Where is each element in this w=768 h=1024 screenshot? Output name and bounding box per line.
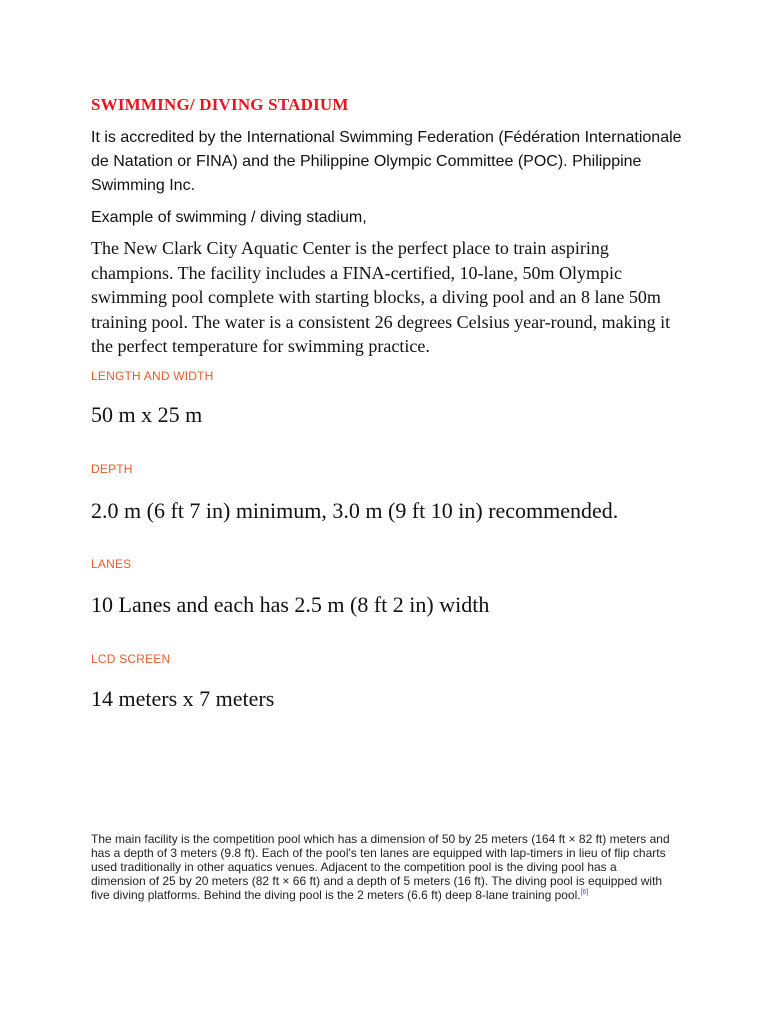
description-paragraph: The New Clark City Aquatic Center is the perfect place to train aspiring champions. The facility includes a FINA-certified, 10-lane, 50m Olympic swimming pool complete with starting blocks, a diving pool and an 8 lane 50m training pool. The water is a consistent 26 degrees Celsius year-round, making it the perfect temperature for swimming practice. (91, 238, 671, 356)
footnote-link[interactable]: [6] (580, 889, 589, 896)
spec-value-lcd-screen: 14 meters x 7 meters (91, 686, 275, 711)
spec-label-lcd-screen: LCD SCREEN (91, 652, 171, 666)
example-heading: Example of swimming / diving stadium, (91, 209, 367, 226)
spec-value-depth: 2.0 m (6 ft 7 in) minimum, 3.0 m (9 ft 10 in) recommended. (91, 498, 619, 523)
spec-label-length-width: LENGTH AND WIDTH (91, 369, 214, 383)
facility-text: The main facility is the competition pool which has a dimension of 50 by 25 meters (164 ft × 82 ft) meters and has a depth of 3 meters (9.8 ft). Each of the pool's ten lanes are equipped with lap-timers in lieu of flip charts used traditionally in other aquatics venues. Adjacent to the competition pool is the diving pool has a dimension of 25 by 20 meters (82 ft × 66 ft) and a depth of 5 meters (16 ft). The diving pool is equipped with five diving platforms. Behind the diving pool is the 2 meters (6.6 ft) deep 8-lane training pool. (91, 832, 670, 902)
spec-value-lanes: 10 Lanes and each has 2.5 m (8 ft 2 in) width (91, 592, 490, 617)
spec-label-lanes: LANES (91, 557, 132, 571)
spec-value-length-width: 50 m x 25 m (91, 402, 203, 427)
page-title: SWIMMING/ DIVING STADIUM (91, 95, 349, 114)
facility-paragraph (91, 832, 671, 902)
spec-label-depth: DEPTH (91, 462, 133, 476)
accreditation-paragraph: It is accredited by the International Swimming Federation (Fédération Internationale de Natation or FINA) and the Philippine Olympic Committee (POC). Philippine Swimming Inc. (91, 129, 682, 194)
